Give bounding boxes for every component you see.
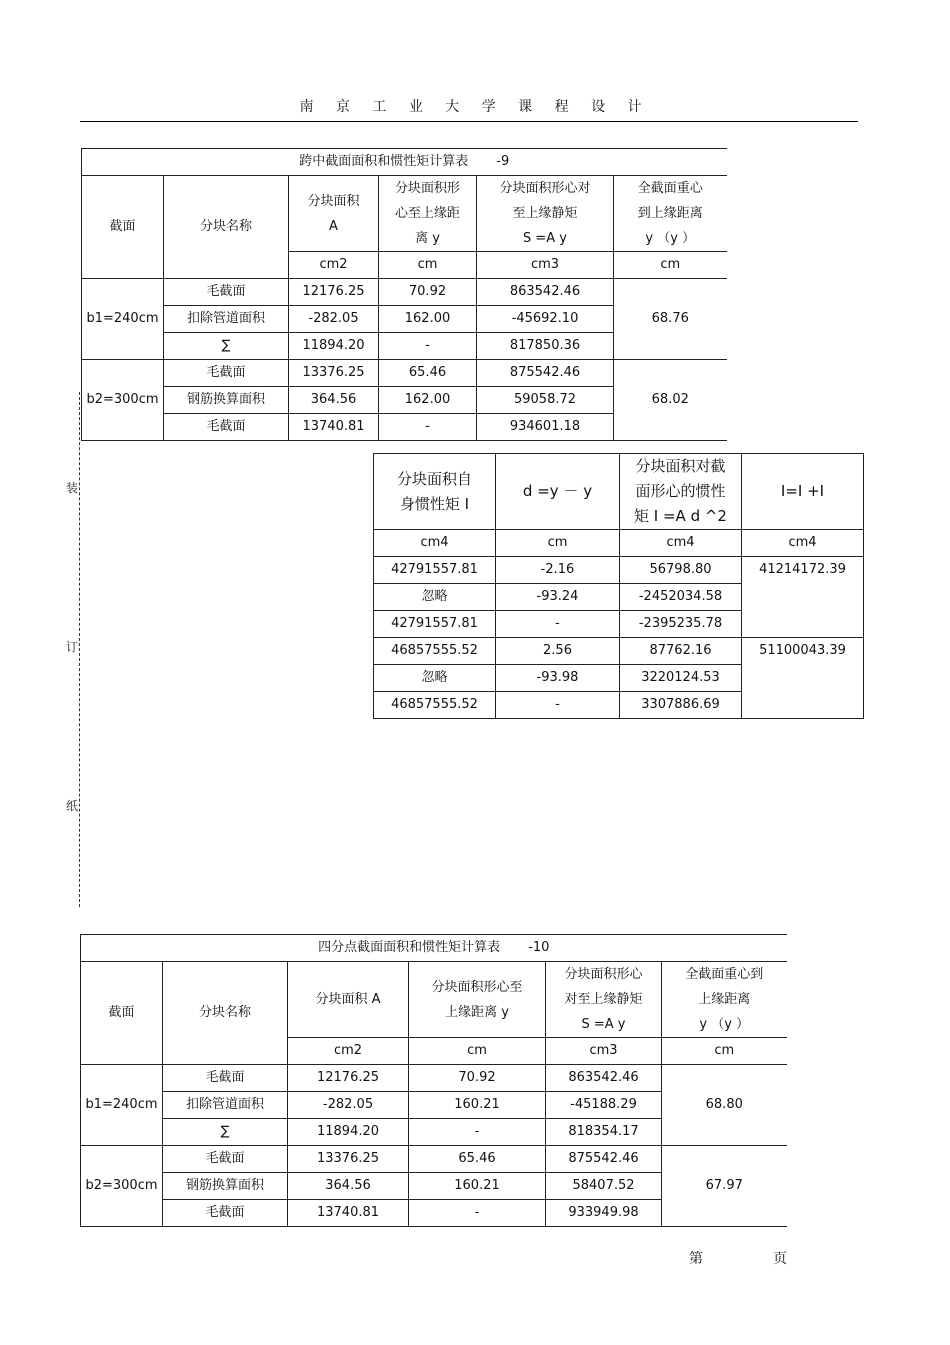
d-cell: -93.24 <box>496 584 620 611</box>
header-moment-line3: S =A y <box>581 1017 626 1032</box>
table-row <box>81 1065 787 1092</box>
header-moment <box>477 176 614 252</box>
header-moment-line1: 分块面积形心对 <box>499 181 591 196</box>
distance-cell: 162.00 <box>379 306 477 333</box>
header-self-inertia-line2: 身惯性矩 I <box>399 494 470 513</box>
distance-cell: - <box>409 1200 546 1227</box>
name-cell: 毛截面 <box>164 414 289 441</box>
header-moment-line2: 至上缘静矩 <box>512 206 578 221</box>
name-cell: ∑ <box>164 333 289 360</box>
area-cell: 11894.20 <box>289 333 379 360</box>
moment-cell: 863542.46 <box>546 1065 662 1092</box>
table-row <box>374 557 864 584</box>
name-cell: 钢筋换算面积 <box>163 1173 288 1200</box>
moment-cell: 933949.98 <box>546 1200 662 1227</box>
section-cell: b2=300cm <box>82 360 164 441</box>
moment-cell: 863542.46 <box>477 279 614 306</box>
header-moment-line1: 分块面积形心 <box>564 967 643 982</box>
unit-cell: cm <box>409 1038 546 1065</box>
binding-char-ding: 订 <box>66 640 79 654</box>
area-cell: 11894.20 <box>288 1119 409 1146</box>
header-centroid-line3: y （y ） <box>699 1017 750 1032</box>
area-cell: 13376.25 <box>289 360 379 387</box>
name-cell: 毛截面 <box>163 1200 288 1227</box>
header-centroid-inertia-line2: 面形心的惯性 <box>635 482 726 500</box>
header-centroid <box>662 962 787 1038</box>
header-centroid-inertia-line3: 矩 I =A d ^2 <box>634 507 727 525</box>
midspan-section-table <box>81 148 727 441</box>
inertia-cell: -2395235.78 <box>620 611 742 638</box>
area-cell: 12176.25 <box>288 1065 409 1092</box>
inertia-cell: 3307886.69 <box>620 692 742 719</box>
moment-cell: 817850.36 <box>477 333 614 360</box>
header-distance-line3: 离 y <box>415 231 440 246</box>
total-inertia-cell: 51100043.39 <box>742 638 864 719</box>
unit-cell: cm <box>496 530 620 557</box>
self-inertia-cell: 42791557.81 <box>374 611 496 638</box>
header-distance-line1: 分块面积形 <box>394 181 460 196</box>
distance-cell: 65.46 <box>379 360 477 387</box>
name-cell: 扣除管道面积 <box>163 1092 288 1119</box>
area-cell: 12176.25 <box>289 279 379 306</box>
distance-cell: - <box>409 1119 546 1146</box>
centroid-cell: 68.80 <box>662 1065 787 1146</box>
header-d: d =y － y <box>496 454 620 530</box>
unit-cell: cm2 <box>289 252 379 279</box>
header-section: 截面 <box>82 176 164 279</box>
table-row <box>82 279 727 306</box>
header-centroid-inertia <box>620 454 742 530</box>
header-moment-line3: S =A y <box>523 231 567 246</box>
d-cell: - <box>496 611 620 638</box>
name-cell: 毛截面 <box>164 279 289 306</box>
area-cell: -282.05 <box>288 1092 409 1119</box>
distance-cell: 65.46 <box>409 1146 546 1173</box>
centroid-cell: 68.76 <box>614 279 727 360</box>
area-cell: 364.56 <box>289 387 379 414</box>
self-inertia-cell: 忽略 <box>374 584 496 611</box>
header-section: 截面 <box>81 962 163 1065</box>
header-distance-line2: 心至上缘距 <box>394 206 460 221</box>
moment-cell: 875542.46 <box>546 1146 662 1173</box>
unit-cell: cm <box>614 252 727 279</box>
header-centroid-line2: 到上缘距离 <box>637 206 703 221</box>
header-self-inertia <box>374 454 496 530</box>
section-cell: b1=240cm <box>81 1065 163 1146</box>
moment-cell: 818354.17 <box>546 1119 662 1146</box>
distance-cell: - <box>379 333 477 360</box>
area-cell: 13376.25 <box>288 1146 409 1173</box>
header-distance <box>379 176 477 252</box>
table-number: -10 <box>528 940 550 955</box>
name-cell: ∑ <box>163 1119 288 1146</box>
area-cell: -282.05 <box>289 306 379 333</box>
section-cell: b1=240cm <box>82 279 164 360</box>
table-row <box>374 638 864 665</box>
area-cell: 13740.81 <box>288 1200 409 1227</box>
d-cell: - <box>496 692 620 719</box>
distance-cell: - <box>379 414 477 441</box>
header-name: 分块名称 <box>164 176 289 279</box>
header-self-inertia-line1: 分块面积自 <box>396 469 472 488</box>
table-title-text: 跨中截面面积和惯性矩计算表 <box>299 154 469 169</box>
self-inertia-cell: 忽略 <box>374 665 496 692</box>
unit-cell: cm4 <box>620 530 742 557</box>
area-cell: 364.56 <box>288 1173 409 1200</box>
area-cell: 13740.81 <box>289 414 379 441</box>
d-cell: -2.16 <box>496 557 620 584</box>
distance-cell: 70.92 <box>379 279 477 306</box>
binding-char-zhuang: 装 <box>66 481 79 495</box>
d-cell: 2.56 <box>496 638 620 665</box>
header-distance-line2: 上缘距离 y <box>445 1004 509 1020</box>
inertia-table <box>373 453 864 719</box>
d-cell: -93.98 <box>496 665 620 692</box>
inertia-cell: 87762.16 <box>620 638 742 665</box>
moment-cell: -45188.29 <box>546 1092 662 1119</box>
self-inertia-cell: 42791557.81 <box>374 557 496 584</box>
unit-cell: cm <box>662 1038 787 1065</box>
table-title-text: 四分点截面面积和惯性矩计算表 <box>318 940 501 955</box>
moment-cell: 875542.46 <box>477 360 614 387</box>
header-area: 分块面积 A <box>288 962 409 1038</box>
section-cell: b2=300cm <box>81 1146 163 1227</box>
header-name: 分块名称 <box>163 962 288 1065</box>
header-rule <box>80 121 858 122</box>
table-row <box>81 1146 787 1173</box>
header-centroid <box>614 176 727 252</box>
distance-cell: 160.21 <box>409 1092 546 1119</box>
quarter-point-section-table <box>80 934 787 1227</box>
inertia-cell: 3220124.53 <box>620 665 742 692</box>
unit-cell: cm4 <box>374 530 496 557</box>
inertia-cell: -2452034.58 <box>620 584 742 611</box>
header-distance <box>409 962 546 1038</box>
header-centroid-line1: 全截面重心到 <box>685 967 764 982</box>
header-area <box>289 176 379 252</box>
header-centroid-line1: 全截面重心 <box>637 181 703 196</box>
distance-cell: 162.00 <box>379 387 477 414</box>
moment-cell: 58407.52 <box>546 1173 662 1200</box>
inertia-cell: 56798.80 <box>620 557 742 584</box>
name-cell: 毛截面 <box>163 1065 288 1092</box>
unit-cell: cm3 <box>546 1038 662 1065</box>
distance-cell: 70.92 <box>409 1065 546 1092</box>
footer-page-suffix: 页 <box>773 1251 787 1267</box>
table-title <box>81 935 787 962</box>
unit-cell: cm <box>379 252 477 279</box>
header-area-line2: A <box>329 218 338 234</box>
footer-page-prefix: 第 <box>689 1251 703 1267</box>
name-cell: 钢筋换算面积 <box>164 387 289 414</box>
self-inertia-cell: 46857555.52 <box>374 638 496 665</box>
unit-cell: cm2 <box>288 1038 409 1065</box>
self-inertia-cell: 46857555.52 <box>374 692 496 719</box>
header-centroid-line2: 上缘距离 <box>698 992 751 1007</box>
centroid-cell: 67.97 <box>662 1146 787 1227</box>
binding-char-zhi: 纸 <box>66 799 79 813</box>
table-row <box>82 360 727 387</box>
header-centroid-line3: y （y ） <box>645 231 696 246</box>
name-cell: 扣除管道面积 <box>164 306 289 333</box>
header-moment <box>546 962 662 1038</box>
header-area-line1: 分块面积 <box>307 193 360 209</box>
name-cell: 毛截面 <box>164 360 289 387</box>
moment-cell: 59058.72 <box>477 387 614 414</box>
table-number: -9 <box>496 154 510 169</box>
distance-cell: 160.21 <box>409 1173 546 1200</box>
header-distance-line1: 分块面积形心至 <box>431 979 523 995</box>
moment-cell: -45692.10 <box>477 306 614 333</box>
unit-cell: cm3 <box>477 252 614 279</box>
total-inertia-cell: 41214172.39 <box>742 557 864 638</box>
table-title <box>82 149 727 176</box>
header-moment-line2: 对至上缘静矩 <box>564 992 643 1007</box>
header-total-inertia: I=I +I <box>742 454 864 530</box>
binding-line <box>79 392 80 907</box>
unit-cell: cm4 <box>742 530 864 557</box>
centroid-cell: 68.02 <box>614 360 727 441</box>
moment-cell: 934601.18 <box>477 414 614 441</box>
header-centroid-inertia-line1: 分块面积对截 <box>635 457 726 475</box>
name-cell: 毛截面 <box>163 1146 288 1173</box>
page-header-title: 南 京 工 业 大 学 课 程 设 计 <box>299 99 651 115</box>
